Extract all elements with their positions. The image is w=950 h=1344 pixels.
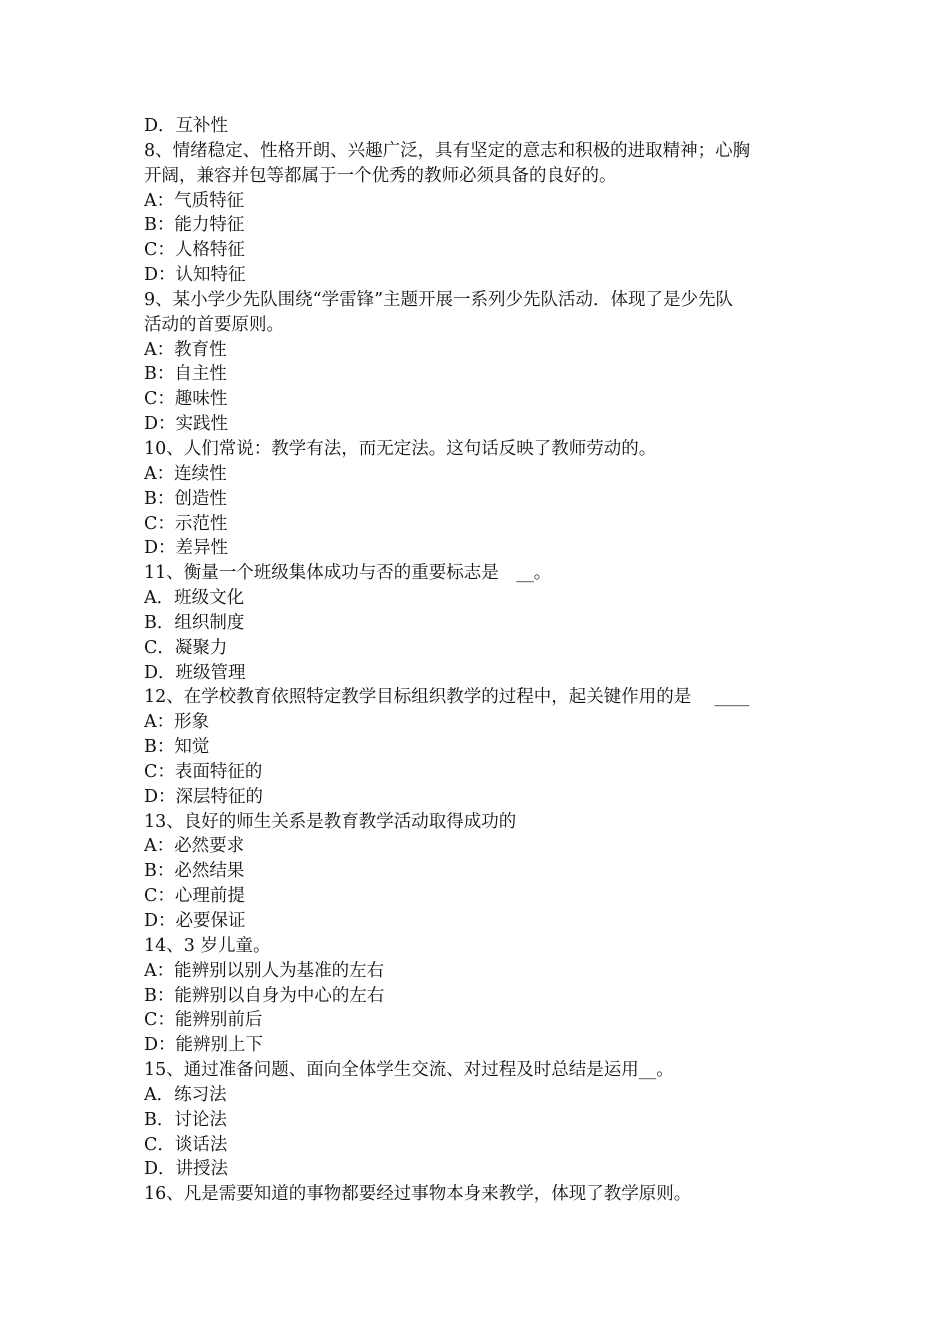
question-10-text: 10、人们常说：教学有法，而无定法。这句话反映了教师劳动的。 (144, 438, 657, 459)
option-d-text: D：深层特征的 (144, 786, 264, 807)
option-a-text: A：必然要求 (144, 836, 245, 857)
option-a-text: A：形象 (144, 712, 210, 733)
option-d-text: D．班级管理 (144, 662, 246, 683)
option-c-text: C：心理前提 (144, 886, 245, 907)
question-13-text: 13、良好的师生关系是教育教学活动取得成功的 (144, 811, 517, 832)
option-c-text: C：能辨别前后 (144, 1010, 263, 1031)
option-d-text: D：必要保证 (144, 911, 246, 931)
option-b-text: B：能力特征 (144, 215, 245, 236)
option-b-text: B：知觉 (144, 737, 210, 758)
option-a-text: A：连续性 (144, 463, 227, 484)
option-c-text: C：表面特征的 (144, 761, 263, 782)
question-14-text: 14、3 岁儿童。 (144, 935, 271, 956)
option-c-text: C．谈话法 (144, 1134, 228, 1155)
option-c-text: C：示范性 (144, 513, 228, 534)
question-15-text: 15、通过准备问题、面向全体学生交流、对过程及时总结是运用__。 (144, 1060, 674, 1081)
option-b-text: B．讨论法 (144, 1109, 227, 1130)
option-d-text: D．互补性 (144, 116, 229, 136)
question-8-text: 8、情绪稳定、性格开朗、兴趣广泛，具有坚定的意志和积极的进取精神；心胸 (144, 140, 751, 161)
option-a-text: A：教育性 (144, 339, 227, 360)
question-9-text: 9、某小学少先队围绕“学雷锋”主题开展一系列少先队活动．体现了是少先队 (144, 289, 734, 310)
option-a-text: A：能辨别以别人为基准的左右 (144, 960, 385, 981)
option-d-text: D：实践性 (144, 414, 229, 435)
option-b-text: B．组织制度 (144, 612, 245, 633)
question-8-text-cont: 开阔，兼容并包等都属于一个优秀的教师必须具备的良好的。 (144, 165, 617, 186)
option-d-text: D：认知特征 (144, 265, 246, 286)
option-d-text: D：差异性 (144, 538, 229, 559)
option-a-text: A：气质特征 (144, 190, 245, 211)
question-11-text: 11、衡量一个班级集体成功与否的重要标志是 __。 (144, 563, 552, 584)
option-d-text: D．讲授法 (144, 1159, 229, 1180)
option-b-text: B：必然结果 (144, 861, 245, 882)
option-a-text: A．班级文化 (144, 588, 245, 609)
document-page (144, 114, 814, 1207)
option-b-text: B：自主性 (144, 364, 227, 385)
question-16-text: 16、凡是需要知道的事物都要经过事物本身来教学，体现了教学原则。 (144, 1184, 692, 1205)
question-9-text-cont: 活动的首要原则。 (144, 314, 284, 335)
question-12-text: 12、在学校教育依照特定教学目标组织教学的过程中，起关键作用的是 ____ (144, 687, 750, 708)
option-a-text: A．练习法 (144, 1084, 227, 1105)
option-b-text: B：创造性 (144, 488, 227, 509)
option-c-text: C．凝聚力 (144, 637, 228, 658)
option-d-text: D：能辨别上下 (144, 1035, 264, 1056)
option-c-text: C：人格特征 (144, 240, 245, 261)
option-b-text: B：能辨别以自身为中心的左右 (144, 985, 385, 1006)
option-c-text: C：趣味性 (144, 389, 228, 410)
